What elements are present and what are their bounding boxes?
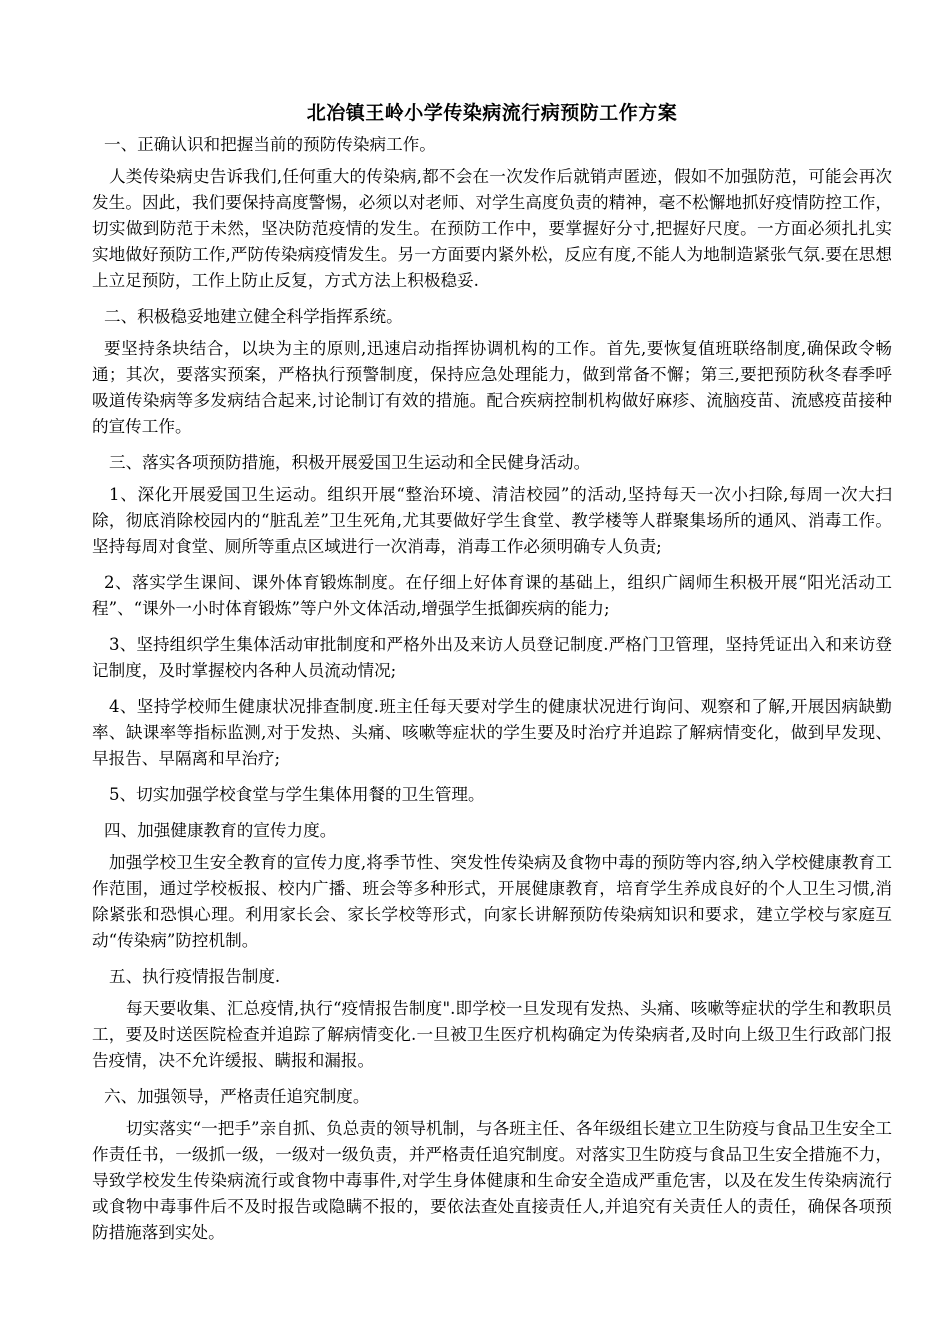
section-3-heading: 三、落实各项预防措施，积极开展爱国卫生运动和全民健身活动。 [109, 453, 591, 472]
section-1-paragraph: 人类传染病史告诉我们,任何重大的传染病,都不会在一次发作后就销声匿迹，假如不加强防范，可能会再次发生。因此，我们要保持高度警惕，必须以对老师、对学生高度负责的精神，毫不松懈地抓好疫情防控工作，切实做到防范于未然，坚决防范疫情的发生。在预防工作中，要掌握好分寸,把握好尺度。一方面必须扎扎实实地做好预防工作,严防传染病疫情发生。另一方面要内紧外松，反应有度,不能人为地制造紧张气氛.要在思想上立足预防，工作上防止反复，方式方法上积极稳妥. [92, 167, 892, 290]
section-3-item-3: 3、坚持组织学生集体活动审批制度和严格外出及来访人员登记制度.严格门卫管理，坚持凭证出入和来访登记制度，及时掌握校内各种人员流动情况; [92, 635, 892, 680]
section-4-paragraph: 加强学校卫生安全教育的宣传力度,将季节性、突发性传染病及食物中毒的预防等内容,纳入学校健康教育工作范围，通过学校板报、校内广播、班会等多种形式，开展健康教育，培育学生养成良好的个人卫生习惯,消除紧张和恐惧心理。利用家长会、家长学校等形式，向家长讲解预防传染病知识和要求，建立学校与家庭互动“传染病”防控机制。 [92, 853, 892, 950]
section-3-item-1: 1、深化开展爱国卫生运动。组织开展“整治环境、清洁校园”的活动,坚持每天一次小扫除,每周一次大扫除，彻底消除校园内的“脏乱差”卫生死角,尤其要做好学生食堂、教学楼等人群聚集场所的通风、消毒工作。坚持每周对食堂、厕所等重点区域进行一次消毒，消毒工作必须明确专人负责; [92, 485, 892, 556]
section-3-item-5: 5、切实加强学校食堂与学生集体用餐的卫生管理。 [109, 785, 485, 804]
section-6-paragraph: 切实落实“一把手”亲自抓、负总责的领导机制，与各班主任、各年级组长建立卫生防疫与食品卫生安全工作责任书，一级抓一级，一级对一级负责，并严格责任追究制度。对落实卫生防疫与食品卫生安全措施不力，导致学校发生传染病流行或食物中毒事件,对学生身体健康和生命安全造成严重危害，以及在发生传染病流行或食物中毒事件后不及时报告或隐瞒不报的，要依法查处直接责任人,并追究有关责任人的责任，确保各项预防措施落到实处。 [92, 1119, 892, 1242]
section-5-paragraph: 每天要收集、汇总疫情,执行“疫情报告制度".即学校一旦发现有发热、头痛、咳嗽等症状的学生和教职员工，要及时送医院检查并追踪了解病情变化.一旦被卫生医疗机构确定为传染病者,及时向上级卫生行政部门报告疫情，决不允许缓报、瞒报和漏报。 [92, 999, 892, 1070]
section-3-item-2: 2、落实学生课间、课外体育锻炼制度。在仔细上好体育课的基础上，组织广阔师生积极开展“阳光活动工程”、“课外一小时体育锻炼”等户外文体活动,增强学生抵御疾病的能力; [92, 573, 892, 618]
section-4-heading: 四、加强健康教育的宣传力度。 [104, 821, 337, 840]
section-1-heading: 一、正确认识和把握当前的预防传染病工作。 [104, 135, 436, 154]
section-2-heading: 二、积极稳妥地建立健全科学指挥系统。 [104, 307, 403, 326]
section-5-heading: 五、执行疫情报告制度. [109, 967, 281, 986]
document-title: 北冶镇王岭小学传染病流行病预防工作方案 [306, 102, 678, 124]
section-2-paragraph: 要坚持条块结合，以块为主的原则,迅速启动指挥协调机构的工作。首先,要恢复值班联络制度,确保政令畅通；其次，要落实预案，严格执行预警制度，保持应急处理能力，做到常备不懈；第三,要把预防秋冬春季呼吸道传染病等多发病结合起来,讨论制订有效的措施。配合疾病控制机构做好麻疹、流脑疫苗、流感疫苗接种的宣传工作。 [92, 339, 892, 436]
section-6-heading: 六、加强领导，严格责任追究制度。 [104, 1087, 370, 1106]
document-page [92, 98, 892, 1256]
section-3-item-4: 4、坚持学校师生健康状况排查制度.班主任每天要对学生的健康状况进行询问、观察和了解,开展因病缺勤率、缺课率等指标监测,对于发热、头痛、咳嗽等症状的学生要及时治疗并追踪了解病情变化，做到早发现、早报告、早隔离和早治疗; [92, 697, 892, 768]
